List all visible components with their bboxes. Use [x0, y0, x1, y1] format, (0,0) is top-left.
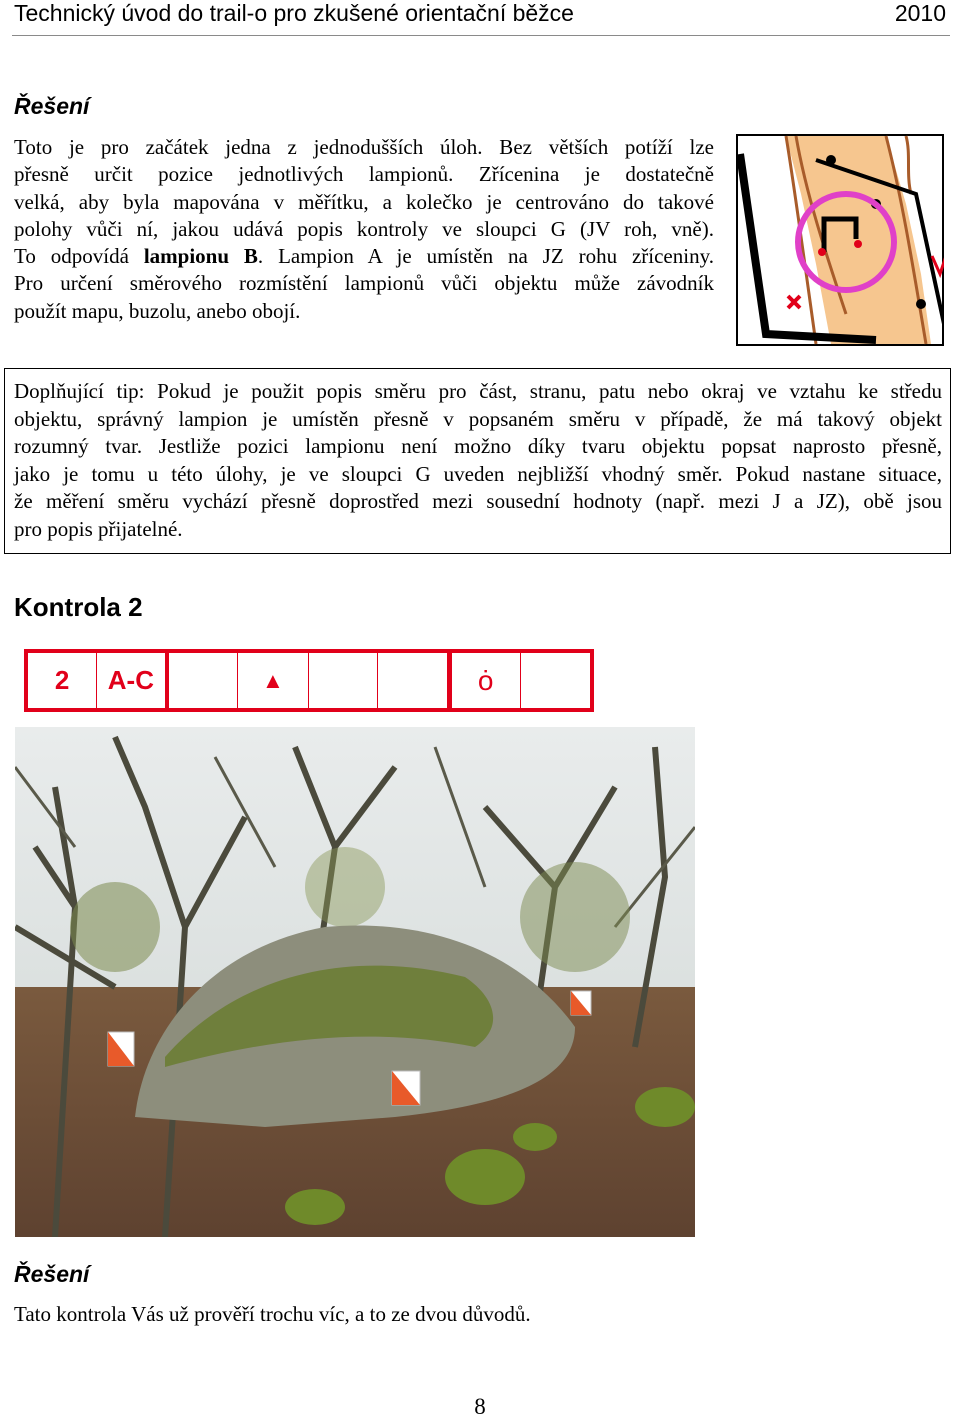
- boulder-photo: [15, 727, 695, 1237]
- answer-highlight: lampionu B: [143, 244, 258, 269]
- solution-heading: Řešení: [14, 1261, 90, 1287]
- column-f-cell: [378, 653, 447, 708]
- paragraph-line: objektu, správný lampion je umístěn přesně v popsaném směru v případě, že má takový objekt: [14, 406, 942, 431]
- paragraph-line: že měření směru vychází přesně doprostřed mezi sousední hodnoty (např. mezi J a JZ), obě jsou: [14, 489, 942, 514]
- paragraph-line: přesně určit pozice jednotlivých lampionů. Zřícenina je dostatečně: [14, 162, 714, 187]
- location-circle-icon: ȯ: [452, 653, 521, 708]
- tip-paragraph: [14, 378, 942, 544]
- solution-paragraph: [14, 134, 714, 325]
- column-h-cell: [521, 653, 590, 708]
- paragraph-line: [14, 243, 714, 270]
- paragraph-line: rozumný tvar. Jestliže pozici lampionu není možno díky tvaru objektu popsat naprosto přesně,: [14, 434, 942, 459]
- control-description-row: [24, 649, 594, 712]
- paragraph-line: jako je tomu u této úlohy, je ve sloupci G uveden nejbližší vhodný směr. Pokud nastane situace,: [14, 461, 942, 486]
- control-heading: Kontrola 2: [14, 592, 143, 622]
- map-excerpt: [736, 134, 944, 346]
- paragraph-line: pro popis přijatelné.: [14, 516, 183, 541]
- paragraph-line: Doplňující tip: Pokud je použit popis směru pro část, stranu, patu nebo okraj ve vztahu ke středu: [14, 379, 942, 403]
- header-divider: [12, 35, 950, 36]
- paragraph-line: Pro určení směrového rozmístění lampionů vůči objektu může závodník: [14, 271, 714, 296]
- page-number: 8: [474, 1394, 486, 1419]
- text-run: To odpovídá: [14, 244, 144, 269]
- header-year: 2010: [894, 0, 946, 26]
- solution-heading: Řešení: [14, 93, 90, 119]
- column-c-cell: [169, 653, 238, 708]
- paragraph-line: Toto je pro začátek jedna z jednodušších úloh. Bez větších potíží lze: [14, 135, 714, 159]
- text-run: . Lampion A je umístěn na JZ rohu zříceniny.: [257, 244, 714, 269]
- paragraph-line: velká, aby byla mapována v měřítku, a kolečko je centrováno do takové: [14, 189, 714, 214]
- column-e-cell: [309, 653, 378, 708]
- paragraph-line: polohy vůči ní, jakou udává popis kontroly ve sloupci G (JV roh, vně).: [14, 216, 714, 241]
- paragraph-line: použít mapu, buzolu, anebo obojí.: [14, 298, 301, 323]
- header-title: Technický úvod do trail-o pro zkušené orientační běžce: [14, 0, 574, 26]
- control-number-cell: 2: [28, 653, 97, 708]
- triangle-icon: ▲: [238, 653, 309, 708]
- solution-paragraph: Tato kontrola Vás už prověří trochu víc, a to ze dvou důvodů.: [14, 1302, 531, 1326]
- control-code-cell: A-C: [97, 653, 168, 708]
